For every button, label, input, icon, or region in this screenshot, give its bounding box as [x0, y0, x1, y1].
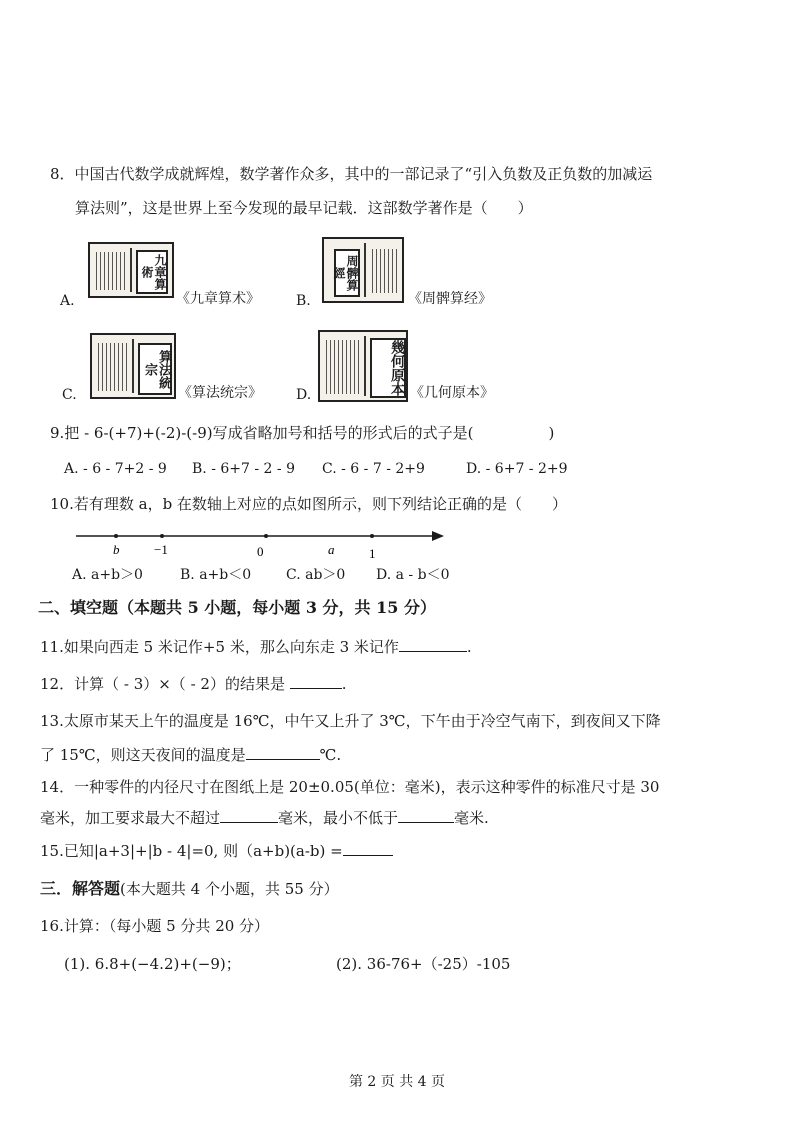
q9-option-b: B. - 6+7 - 2 - 9 — [192, 461, 295, 477]
q8-option-b-title: 《周髀算经》 — [408, 291, 492, 307]
q10-option-d: D. a - b＜0 — [376, 567, 450, 583]
book-a-cover-text: 九章算術 — [136, 250, 168, 294]
book-b-cover-text: 周髀算經 — [334, 249, 360, 297]
book-image-b — [322, 237, 404, 303]
number-line — [76, 528, 444, 568]
book-d-cover-text: 幾何原本 — [370, 338, 406, 398]
q15-text: 15.已知|a+3|+|b - 4|=0, 则（a+b)(a-b) = — [40, 842, 343, 860]
q11 — [40, 637, 472, 657]
book-image-d — [318, 330, 408, 402]
q12 — [40, 674, 347, 694]
book-image-c — [90, 333, 176, 399]
q8-option-d-letter: D. — [296, 387, 312, 403]
q14-max-blank[interactable] — [220, 808, 278, 823]
number-line-label-1: 1 — [369, 546, 376, 561]
q14-line2-text-b: 毫米，最小不低于 — [278, 809, 399, 827]
q12-end: . — [341, 675, 347, 693]
q14-line2 — [40, 808, 489, 828]
q14-line2-text-a: 毫米，加工要求最大不超过 — [40, 809, 221, 827]
q8-option-d-title: 《几何原本》 — [410, 385, 494, 401]
number-line-point-b — [114, 534, 118, 538]
q16-part2: (2). 36-76+（-25）-105 — [336, 955, 511, 973]
book-image-a — [88, 242, 174, 298]
q13-line1: 13.太原市某天上午的温度是 16℃，中午又上升了 3℃，下午由于冷空气南下，到夜间又下降 — [40, 712, 661, 730]
number-line-arrow — [432, 531, 444, 541]
q12-answer-blank[interactable] — [290, 674, 342, 689]
q12-text: 12．计算（ - 3）×（ - 2）的结果是 — [40, 675, 285, 693]
q8-option-b-letter: B. — [296, 293, 311, 309]
q13-line2 — [40, 745, 341, 765]
number-line-label-a: a — [328, 542, 335, 557]
q10-option-c: C. ab＞0 — [286, 567, 346, 583]
q15-answer-blank[interactable] — [343, 841, 393, 856]
q9-option-d: D. - 6+7 - 2+9 — [466, 461, 568, 477]
q11-end: . — [466, 638, 472, 656]
q8-option-c-title: 《算法统宗》 — [178, 385, 262, 401]
q16-stem: 16.计算：（每小题 5 分共 20 分） — [40, 917, 270, 935]
q8-option-c-letter: C. — [62, 387, 77, 403]
number-line-point-1 — [370, 534, 374, 538]
q13-line2-text: 了 15℃，则这天夜间的温度是 — [40, 746, 246, 764]
q9-stem: 9.把 - 6-(+7)+(-2)-(-9)写成省略加号和括号的形式后的式子是( ) — [50, 424, 555, 442]
q13-end: ℃. — [319, 746, 342, 764]
section3-heading — [40, 879, 339, 899]
q10-option-b: B. a+b＜0 — [180, 567, 252, 583]
q14-line1: 14．一种零件的内径尺寸在图纸上是 20±0.05(单位：毫米)，表示这种零件的标准尺寸是 30 — [40, 778, 660, 796]
q16-part1: (1). 6.8+(−4.2)+(−9)； — [64, 955, 241, 973]
q11-text: 11.如果向西走 5 米记作+5 米，那么向东走 3 米记作 — [40, 638, 399, 656]
q10-option-a: A. a+b＞0 — [72, 567, 143, 583]
number-line-label-minus1: −1 — [154, 542, 168, 557]
section3-heading-bold: 三．解答题 — [40, 879, 121, 898]
q9-option-a: A. - 6 - 7+2 - 9 — [64, 461, 167, 477]
q11-answer-blank[interactable] — [399, 637, 467, 652]
section3-heading-rest: (本大题共 4 个小题，共 55 分） — [120, 880, 339, 898]
q8-option-a-letter: A. — [60, 293, 75, 309]
q8-stem-line1: 8．中国古代数学成就辉煌，数学著作众多，其中的一部记录了“引入负数及正负数的加减运 — [50, 165, 653, 183]
q8-stem-line2: 算法则”，这是世界上至今发现的最早记载．这部数学著作是（ ） — [75, 199, 533, 217]
q15 — [40, 841, 393, 861]
q10-stem: 10.若有理数 a，b 在数轴上对应的点如图所示，则下列结论正确的是（ ） — [50, 495, 567, 513]
q14-line2-text-c: 毫米. — [454, 809, 489, 827]
q13-answer-blank[interactable] — [246, 745, 320, 760]
page-footer: 第 2 页 共 4 页 — [348, 1074, 446, 1090]
number-line-point-minus1 — [160, 534, 164, 538]
number-line-label-b: b — [113, 542, 120, 557]
section2-heading: 二、填空题（本题共 5 小题，每小题 3 分，共 15 分） — [38, 598, 436, 617]
number-line-label-0: 0 — [257, 544, 264, 559]
number-line-point-0 — [264, 534, 268, 538]
q8-option-a-title: 《九章算术》 — [176, 291, 260, 307]
q14-min-blank[interactable] — [398, 808, 454, 823]
book-c-cover-text: 算法統宗 — [138, 343, 172, 395]
q9-option-c: C. - 6 - 7 - 2+9 — [322, 461, 425, 477]
